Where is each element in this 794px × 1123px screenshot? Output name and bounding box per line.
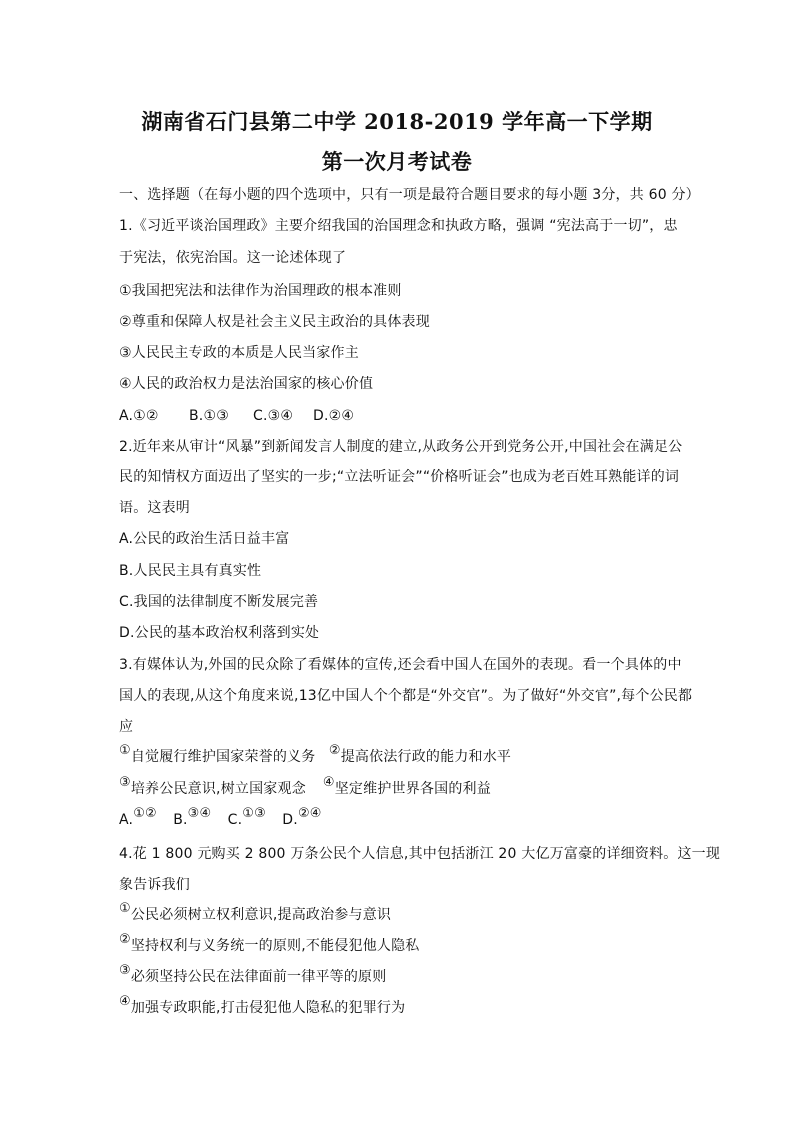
q1-item-4: ④人民的政治权力是法治国家的核心价值	[119, 376, 374, 392]
q4-stem-line1: 4.花 1 800 元购买 2 800 万条公民个人信息,其中包括浙江 20 大亿万富豪的详细资料。这一现	[119, 846, 721, 862]
q3-option-c-value: ①③	[242, 806, 267, 821]
q3-num-3: ③	[119, 775, 131, 790]
q3-items-row2	[119, 775, 491, 799]
q2-option-c: C.我国的法律制度不断发展完善	[119, 594, 319, 610]
q3-stem-line3: 应	[119, 719, 134, 735]
q4-item-2: 坚持权利与义务统一的原则,不能侵犯他人隐私	[130, 938, 420, 954]
q4-num-1: ①	[119, 901, 131, 916]
q1-option-b: B.①③	[189, 408, 229, 424]
q4-item-3: 必须坚持公民在法律面前一律平等的原则	[130, 969, 387, 985]
q3-option-a-value: ①②	[133, 806, 157, 821]
q3-item-3: 培养公民意识,树立国家观念	[130, 781, 306, 797]
q3-options	[119, 806, 322, 830]
q1-option-a: A.①②	[119, 408, 159, 424]
q2-option-a: A.公民的政治生活日益丰富	[119, 531, 290, 547]
q4-num-4: ④	[119, 994, 131, 1009]
q4-num-2: ②	[119, 932, 131, 947]
q4-item-2-row	[119, 932, 420, 956]
q3-option-d: D.	[282, 812, 298, 828]
q1-options	[119, 407, 354, 425]
q3-items-row1	[119, 743, 512, 767]
exam-title: 湖南省石门县第二中学 2018-2019 学年高一下学期	[141, 109, 653, 134]
q2-stem-line1: 2.近年来从审计“风暴”到新闻发言人制度的建立,从政务公开到党务公开,中国社会在满足公	[119, 439, 683, 455]
q3-item-4: 坚定维护世界各国的利益	[334, 781, 491, 797]
q4-num-3: ③	[119, 963, 131, 978]
q1-option-c: C.③④	[253, 408, 294, 424]
q3-item-1: 自觉履行维护国家荣誉的义务	[130, 749, 316, 765]
q2-stem-line3: 语。这表明	[119, 500, 190, 516]
q2-option-b: B.人民民主具有真实性	[119, 563, 262, 579]
q3-option-b-value: ③④	[187, 806, 212, 821]
q3-option-a: A.	[119, 812, 134, 828]
q4-item-4-row	[119, 994, 406, 1018]
q3-option-d-value: ②④	[297, 806, 322, 821]
q4-item-1: 公民必须树立权利意识,提高政治参与意识	[130, 907, 392, 923]
q1-item-2: ②尊重和保障人权是社会主义民主政治的具体表现	[119, 314, 430, 330]
q1-stem-line1: 1.《习近平谈治国理政》主要介绍我国的治国理念和执政方略，强调 “宪法高于一切”，忠	[119, 218, 678, 234]
q1-item-1: ①我国把宪法和法律作为治国理政的根本准则	[119, 283, 402, 299]
q1-stem-line2: 于宪法，依宪治国。这一论述体现了	[119, 250, 347, 266]
section-heading: 一、选择题（在每小题的四个选项中，只有一项是最符合题目要求的每小题 3分，共 60 分）	[119, 187, 700, 203]
q2-stem-line2: 民的知情权方面迈出了坚实的一步;“立法听证会”“价格听证会”也成为老百姓耳熟能详的词	[119, 469, 680, 485]
q4-item-3-row	[119, 963, 387, 987]
q3-option-b: B.	[173, 812, 188, 828]
exam-subtitle: 第一次月考试卷	[321, 149, 473, 174]
q3-num-2: ②	[328, 743, 341, 758]
q3-item-2: 提高依法行政的能力和水平	[340, 749, 512, 765]
q4-stem-line2: 象告诉我们	[119, 877, 190, 893]
q3-num-1: ①	[119, 743, 131, 758]
q4-item-1-row	[119, 901, 392, 925]
q2-option-d: D.公民的基本政治权利落到实处	[119, 625, 320, 641]
q3-stem-line2: 国人的表现,从这个角度来说,13亿中国人个个都是“外交官”。为了做好“外交官”,每个公民都	[119, 688, 693, 704]
q3-option-c: C.	[227, 812, 243, 828]
q1-item-3: ③人民民主专政的本质是人民当家作主	[119, 345, 359, 361]
q1-option-d: D.②④	[313, 408, 355, 424]
q3-num-4: ④	[322, 775, 335, 790]
q3-stem-line1: 3.有媒体认为,外国的民众除了看媒体的宣传,还会看中国人在国外的表现。看一个具体的中	[119, 657, 682, 673]
q4-item-4: 加强专政职能,打击侵犯他人隐私的犯罪行为	[130, 1000, 406, 1016]
